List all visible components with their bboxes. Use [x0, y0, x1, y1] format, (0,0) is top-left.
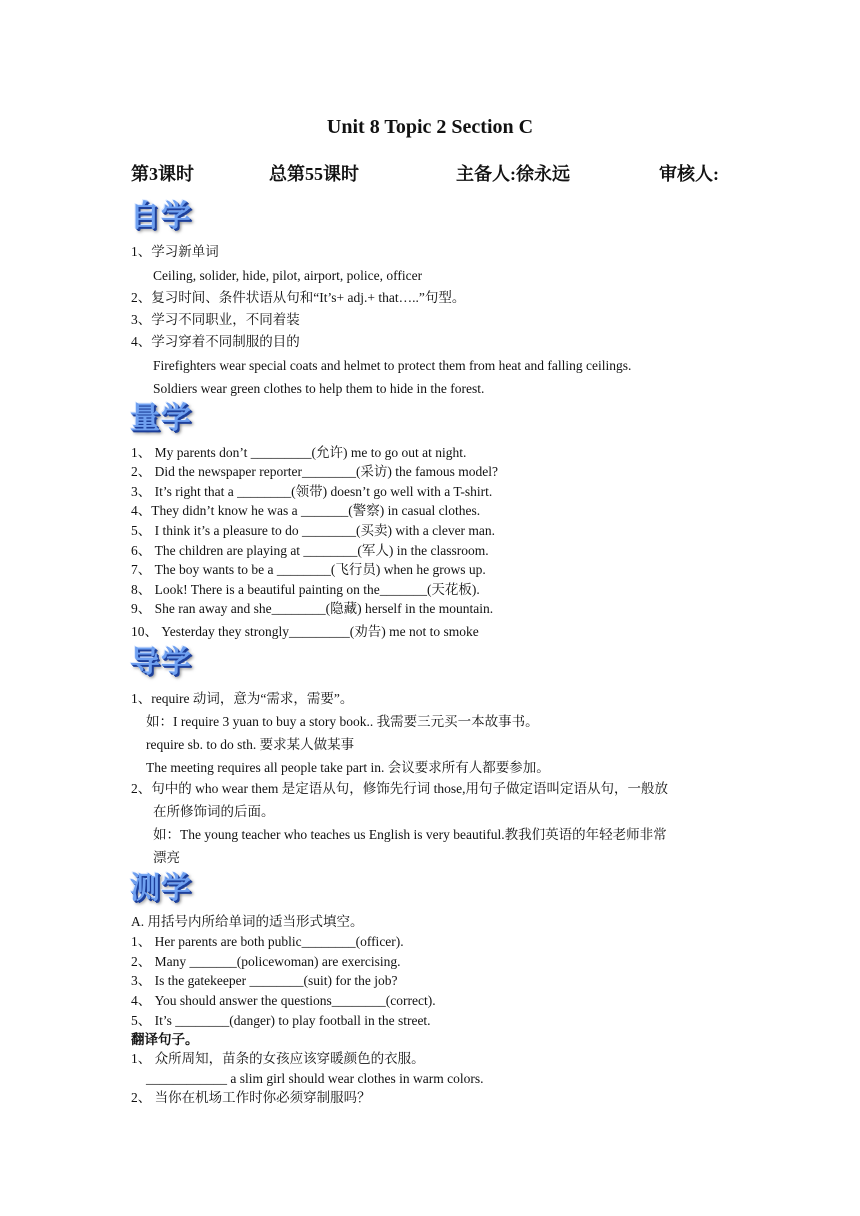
daoxue-line: 1、require 动词，意为“需求，需要”。 [131, 691, 354, 706]
cexue-line: ____________ a slim girl should wear clothes in warm colors. [146, 1071, 484, 1086]
cexue-subheading: 翻译句子。 [131, 1032, 199, 1047]
daoxue-line: require sb. to do sth. 要求某人做某事 [146, 737, 355, 752]
zixue-line: Soldiers wear green clothes to help them to hide in the forest. [153, 381, 485, 396]
liangxue-line: 5、 I think it’s a pleasure to do ________(买卖) with a clever man. [131, 523, 496, 538]
liangxue-line: 6、 The children are playing at ________(军人) in the classroom. [131, 543, 489, 558]
daoxue-line: 2、句中的 who wear them 是定语从句，修饰先行词 those,用句子做定语叫定语从句，一般放 [131, 781, 668, 796]
liangxue-line: 3、 It’s right that a ________(领带) doesn’t go well with a T-shirt. [131, 484, 493, 499]
liangxue-line: 2、 Did the newspaper reporter________(采访) the famous model? [131, 464, 499, 479]
daoxue-line: 在所修饰词的后面。 [153, 804, 275, 819]
section-banner-cexue: 测学 [130, 871, 192, 906]
section-banner-daoxue: 导学 [130, 645, 192, 680]
lesson-meta [131, 160, 741, 186]
cexue-line: 1、 Her parents are both public________(officer). [131, 934, 404, 949]
zixue-line: Firefighters wear special coats and helmet to protect them from heat and falling ceilings. [153, 358, 632, 373]
zixue-line: Ceiling, solider, hide, pilot, airport, police, officer [153, 268, 423, 283]
cexue-line: 5、 It’s ________(danger) to play football in the street. [131, 1013, 431, 1028]
liangxue-line: 9、 She ran away and she________(隐藏) herself in the mountain. [131, 601, 494, 616]
section-banner-liangxue: 量学 [130, 401, 192, 436]
zixue-line: 1、学习新单词 [131, 244, 219, 259]
cexue-line: 1、 众所周知，苗条的女孩应该穿暖颜色的衣服。 [131, 1051, 425, 1066]
zixue-line: 3、学习不同职业，不同着装 [131, 312, 300, 327]
cexue-line: 2、 当你在机场工作时你必须穿制服吗？ [131, 1090, 371, 1105]
section-banner-zixue: 自学 [130, 199, 192, 234]
zixue-line: 2、复习时间、条件状语从句和“It’s+ adj.+ that…..”句型。 [131, 290, 466, 305]
lesson-reviewer: 审核人: [659, 164, 719, 184]
liangxue-line: 10、 Yesterday they strongly_________(劝告) me not to smoke [131, 624, 479, 639]
daoxue-line: 如：The young teacher who teaches us English is very beautiful.教我们英语的年轻老师非常 [153, 827, 667, 842]
zixue-line: 4、学习穿着不同制服的目的 [131, 334, 300, 349]
page-title: Unit 8 Topic 2 Section C [326, 116, 534, 138]
lesson-number: 第3课时 [131, 164, 194, 184]
cexue-line: A. 用括号内所给单词的适当形式填空。 [131, 914, 364, 929]
cexue-line: 2、 Many _______(policewoman) are exercising. [131, 954, 401, 969]
daoxue-line: The meeting requires all people take part in. 会议要求所有人都要参加。 [146, 760, 550, 775]
liangxue-line: 7、 The boy wants to be a ________(飞行员) when he grows up. [131, 562, 486, 577]
lesson-preparer: 主备人:徐永远 [456, 164, 570, 184]
liangxue-line: 4、They didn’t know he was a _______(警察) in casual clothes. [131, 503, 481, 518]
daoxue-line: 漂亮 [153, 850, 180, 865]
liangxue-line: 8、 Look! There is a beautiful painting on the_______(天花板). [131, 582, 480, 597]
cexue-line: 4、 You should answer the questions________(correct). [131, 993, 436, 1008]
lesson-total: 总第55课时 [269, 164, 359, 184]
daoxue-line: 如：I require 3 yuan to buy a story book.. 我需要三元买一本故事书。 [146, 714, 539, 729]
cexue-line: 3、 Is the gatekeeper ________(suit) for the job? [131, 973, 398, 988]
liangxue-line: 1、 My parents don’t _________(允许) me to go out at night. [131, 445, 467, 460]
